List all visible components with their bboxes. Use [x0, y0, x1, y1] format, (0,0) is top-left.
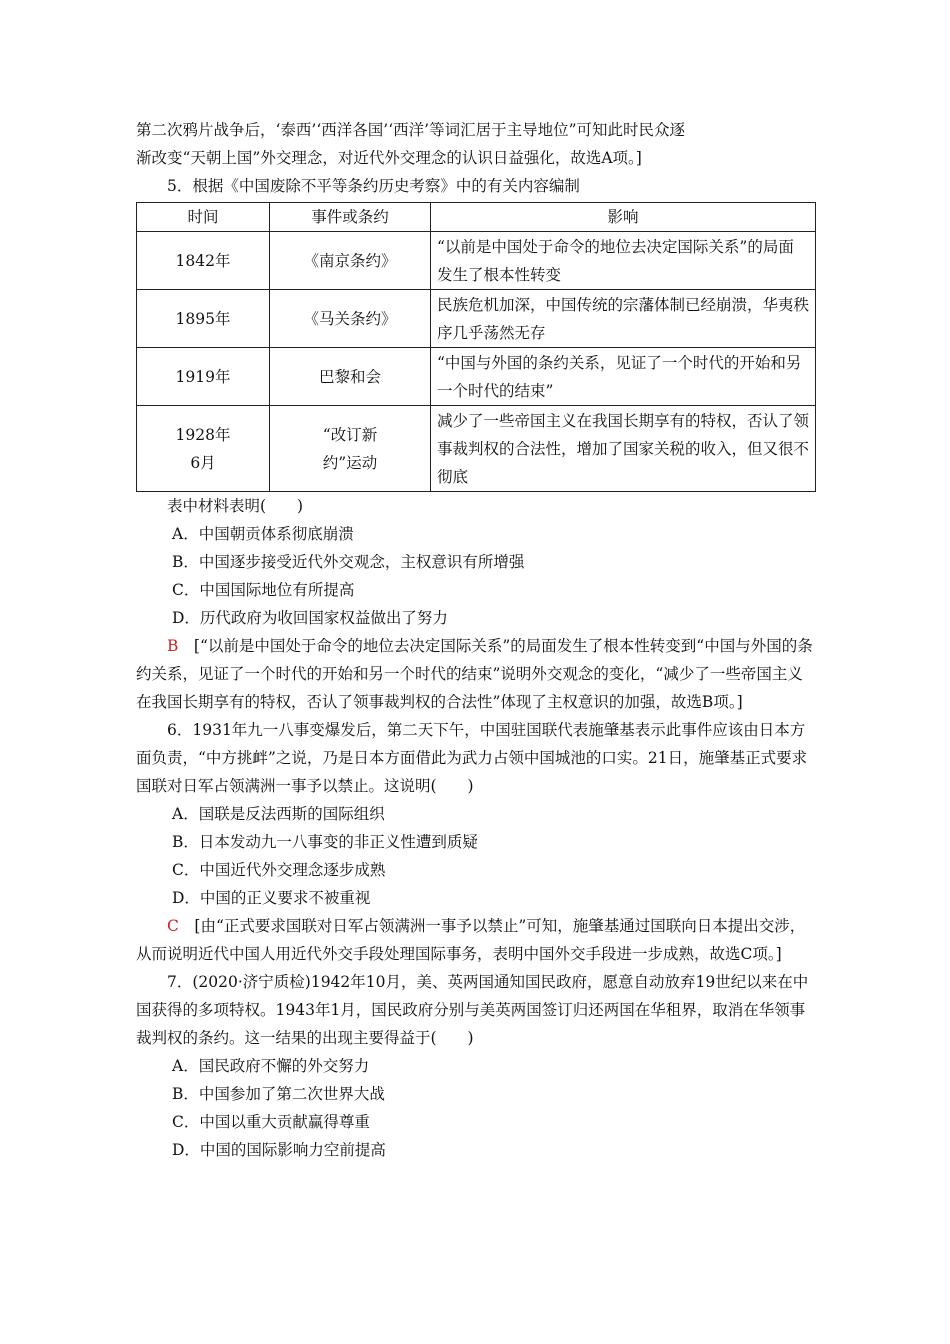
q6-option-b: B．日本发动九一八事变的非正义性遭到质疑 [172, 833, 478, 851]
header-time: 时间 [137, 203, 270, 232]
cell-event: “改订新 约”运动 [270, 406, 431, 492]
header-event: 事件或条约 [270, 203, 431, 232]
cell-time: 1895年 [137, 290, 270, 348]
cell-event: 巴黎和会 [270, 348, 431, 406]
cell-impact: “中国与外国的条约关系，见证了一个时代的开始和另一个时代的结束” [431, 348, 816, 406]
q5-option-a: A．中国朝贡体系彻底崩溃 [172, 525, 354, 543]
cell-time: 1919年 [137, 348, 270, 406]
q7-option-c: C．中国以重大贡献赢得尊重 [172, 1113, 370, 1131]
table-header-row [137, 203, 816, 232]
q5-option-b: B．中国逐步接受近代外交观念，主权意识有所增强 [172, 553, 525, 571]
q5-answer-letter: B [167, 637, 179, 655]
cell-time: 1842年 [137, 232, 270, 290]
cell-impact: 民族危机加深，中国传统的宗藩体制已经崩溃，华夷秩序几乎荡然无存 [431, 290, 816, 348]
table-row [137, 348, 816, 406]
q5-stem: 表中材料表明( ) [167, 497, 304, 515]
cell-impact: “以前是中国处于命令的地位去决定国际关系”的局面发生了根本性转变 [431, 232, 816, 290]
q5-option-d: D．历代政府为收回国家权益做出了努力 [172, 609, 448, 627]
header-impact: 影响 [431, 203, 816, 232]
q5-intro: 5．根据《中国废除不平等条约历史考察》中的有关内容编制 [167, 177, 580, 195]
document-page [136, 116, 816, 1164]
cell-impact: 减少了一些帝国主义在我国长期享有的特权，否认了领事裁判权的合法性，增加了国家关税的收入，但又很不彻底 [431, 406, 816, 492]
q7-option-b: B．中国参加了第二次世界大战 [172, 1085, 385, 1103]
q4-answer-line2: 渐改变“天朝上国”外交理念，对近代外交理念的认识日益强化，故选A项。] [136, 149, 642, 167]
cell-event: 《南京条约》 [270, 232, 431, 290]
table-row [137, 406, 816, 492]
q5-answer [136, 632, 816, 716]
q6-option-c: C．中国近代外交理念逐步成熟 [172, 861, 386, 879]
q6-option-a: A．国联是反法西斯的国际组织 [172, 805, 385, 823]
q7-option-d: D．中国的国际影响力空前提高 [172, 1141, 386, 1159]
q7-stem: 7．(2020·济宁质检)1942年10月，美、英两国通知国民政府，愿意自动放弃19世纪以来在中国获得的多项特权。1943年1月，国民政府分别与美英两国签订归还两国在华租界，取消在华领事裁判权的条约。这一结果的出现主要得益于( ) [136, 973, 809, 1047]
cell-time: 1928年 6月 [137, 406, 270, 492]
q6-answer-letter: C [167, 917, 179, 935]
q7-option-a: A．国民政府不懈的外交努力 [172, 1057, 370, 1075]
q5-option-c: C．中国国际地位有所提高 [172, 581, 355, 599]
treaty-table [136, 202, 816, 492]
q6-option-d: D．中国的正义要求不被重视 [172, 889, 371, 907]
q6-answer [136, 912, 816, 968]
table-row [137, 290, 816, 348]
table-row [137, 232, 816, 290]
cell-event: 《马关条约》 [270, 290, 431, 348]
q6-answer-explanation: [由“正式要求国联对日军占领满洲一事予以禁止”可知，施肇基通过国联向日本提出交涉，从而说明近代中国人用近代外交手段处理国际事务，表明中国外交手段进一步成熟，故选C项。] [136, 917, 806, 963]
q6-stem: 6．1931年九一八事变爆发后，第二天下午，中国驻国联代表施肇基表示此事件应该由日本方面负责，“中方挑衅”之说，乃是日本方面借此为武力占领中国城池的口实。21日，施肇基正式要求国联对日军占领满洲一事予以禁止。这说明( ) [136, 721, 808, 795]
q5-answer-explanation: [“以前是中国处于命令的地位去决定国际关系”的局面发生了根本性转变到“中国与外国的条约关系，见证了一个时代的开始和另一个时代的结束”说明外交观念的变化，“减少了一些帝国主义在我国长期享有的特权，否认了领事裁判权的合法性”体现了主权意识的加强，故选B项。] [136, 637, 813, 711]
q4-answer-line1: 第二次鸦片战争后，‘泰西’‘西洋各国’‘西洋’等词汇居于主导地位”可知此时民众逐 [136, 121, 685, 139]
